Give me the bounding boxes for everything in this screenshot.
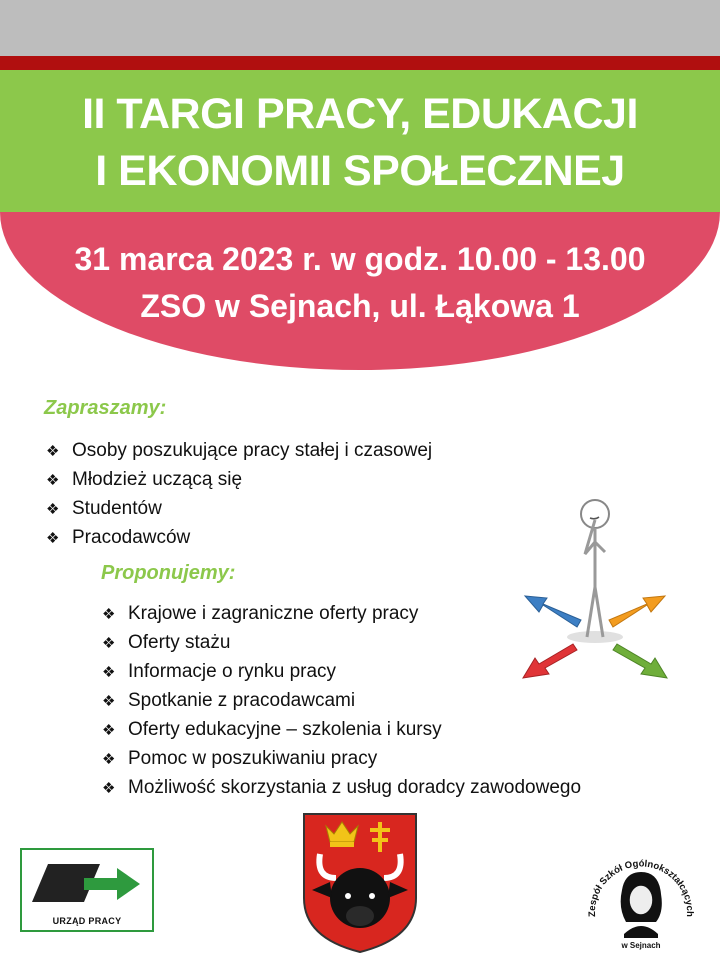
diamond-bullet-icon: ❖ <box>102 780 116 797</box>
urzad-pracy-icon <box>22 850 152 912</box>
list-item: ❖ Studentów <box>46 494 432 523</box>
diamond-bullet-icon: ❖ <box>46 501 60 518</box>
diamond-bullet-icon: ❖ <box>102 722 116 739</box>
invite-heading: Zapraszamy: <box>44 397 167 419</box>
date-line: 31 marca 2023 r. w godz. 10.00 - 13.00 <box>74 241 646 277</box>
red-stripe <box>0 56 720 70</box>
offer-heading: Proponujemy: <box>101 562 236 584</box>
school-name-text: Zespół Szkół Ogólnokształcących <box>586 858 696 918</box>
list-item: ❖ Spotkanie z pracodawcami <box>102 686 581 715</box>
bison-coat-of-arms-icon <box>302 812 418 954</box>
top-gray-bar <box>0 0 720 56</box>
diamond-bullet-icon: ❖ <box>102 606 116 623</box>
list-item: ❖ Informacje o rynku pracy <box>102 657 581 686</box>
diamond-bullet-icon: ❖ <box>46 530 60 547</box>
list-item: ❖ Możliwość skorzystania z usług doradcy zawodowego <box>102 773 581 802</box>
list-item: ❖ Oferty edukacyjne – szkolenia i kursy <box>102 715 581 744</box>
title-line-1: II TARGI PRACY, EDUKACJI <box>82 90 638 138</box>
urzad-pracy-logo <box>20 848 154 932</box>
offer-list <box>102 599 581 802</box>
list-item: ❖ Pracodawców <box>46 523 432 552</box>
thinking-person-arrows-icon <box>515 492 675 692</box>
title-line-2: I EKONOMII SPOŁECZNEJ <box>95 147 625 195</box>
list-item: ❖ Pomoc w poszukiwaniu pracy <box>102 744 581 773</box>
list-item: ❖ Krajowe i zagraniczne oferty pracy <box>102 599 581 628</box>
diamond-bullet-icon: ❖ <box>102 751 116 768</box>
list-item: ❖ Młodzież uczącą się <box>46 465 432 494</box>
invite-list <box>46 436 432 552</box>
diamond-bullet-icon: ❖ <box>102 693 116 710</box>
diamond-bullet-icon: ❖ <box>102 635 116 652</box>
school-portrait-seal-icon <box>580 842 702 954</box>
event-details <box>0 236 720 330</box>
diamond-bullet-icon: ❖ <box>102 664 116 681</box>
list-item: ❖ Oferty stażu <box>102 628 581 657</box>
place-line: ZSO w Sejnach, ul. Łąkowa 1 <box>140 288 580 324</box>
list-item: ❖ Osoby poszukujące pracy stałej i czasowej <box>46 436 432 465</box>
diamond-bullet-icon: ❖ <box>46 472 60 489</box>
diamond-bullet-icon: ❖ <box>46 443 60 460</box>
urzad-pracy-label: URZĄD PRACY <box>52 916 122 926</box>
poster-title <box>0 86 720 200</box>
school-place-text: w Sejnach <box>621 941 661 950</box>
